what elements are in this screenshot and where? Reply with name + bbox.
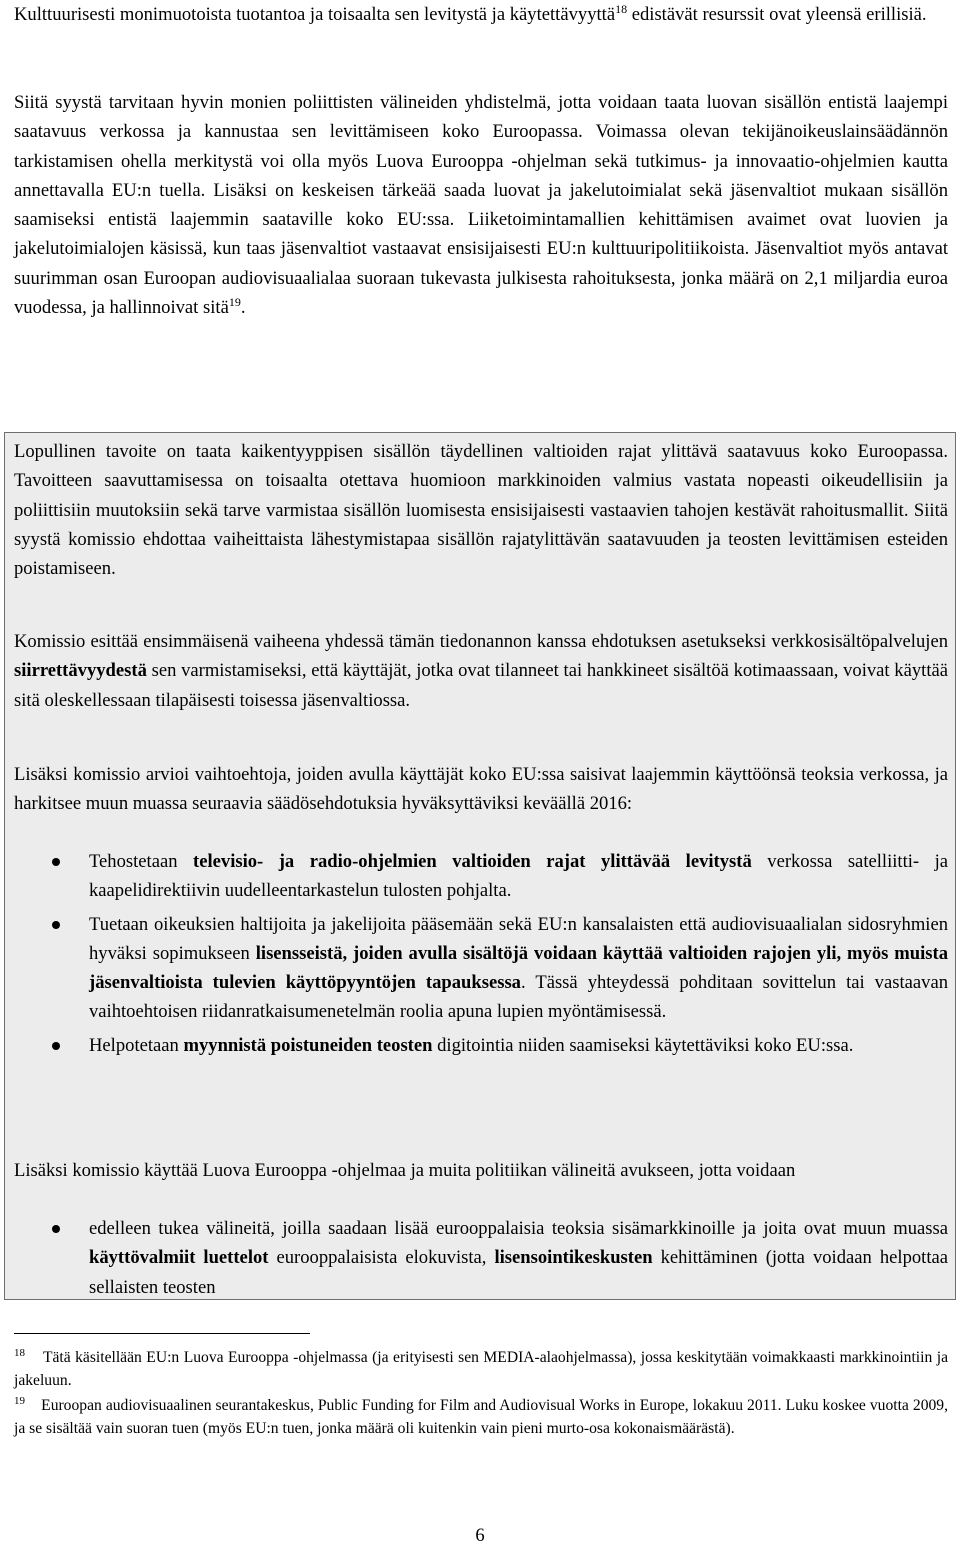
list-item: Tuetaan oikeuksien haltijoita ja jakelijoita pääsemään sekä EU:n kansalaisten että audiovisuaalialan sidosryhmien hyväksi sopimukseen lisensseistä, joiden avulla sisältöjä voidaan käyttää valtioiden rajojen yli, myös muista jäsenvaltioista tulevien käyttöpyyntöjen tapauksessa. Tässä yhteydessä pohditaan sovittelun tai vastaavan vaihtoehtoisen riidanratkaisumenetelmän roolia apuna lupien myöntämisessä. [14, 910, 948, 1027]
intro-paragraph: Kulttuurisesti monimuotoista tuotantoa ja toisaalta sen levitystä ja käytettävyyttä$^{18}$ edistävät resurssit ovat yleensä erillisiä. [14, 2, 927, 25]
bullet-list-support [14, 1214, 948, 1306]
bullet-icon [52, 1225, 60, 1233]
bullet-icon [52, 858, 60, 866]
footnote-18: $^{18}$ Tätä käsitellään EU:n Luova Eurooppa -ohjelmassa (ja erityisesti sen MEDIA-alaohjelmassa), jossa keskitytään voimakkaasti markkinointiin ja jakeluun. [14, 1347, 949, 1389]
footnote-separator [14, 1333, 310, 1334]
box-paragraph-creative-europe: Lisäksi komissio käyttää Luova Eurooppa -ohjelmaa ja muita politiikan välineitä avukseen, jotta voidaan [14, 1160, 796, 1181]
box-paragraph-first-step: Komissio esittää ensimmäisenä vaiheena yhdessä tämän tiedonannon kanssa ehdotuksen asetukseksi verkkosisältöpalvelujen siirrettävyydestä sen varmistamiseksi, että käyttäjät, jotka ovat tilanneet tai hankkineet sisältöä kotimaassaan, voivat käyttää sitä oleskellessaan tilapäisesti toisessa jäsenvaltiossa. [14, 631, 948, 711]
list-item: edelleen tukea välineitä, joilla saadaan lisää eurooppalaisia teoksia sisämarkkinoille ja joita ovat muun muassa käyttövalmiit luettelot eurooppalaisista elokuvista, lisensointikeskusten kehittäminen (jotta voidaan helpottaa sellaisten teosten [14, 1214, 948, 1302]
footnote-ref-19[interactable]: 19 [228, 295, 241, 310]
box-paragraph-goal: Lopullinen tavoite on taata kaikentyyppisen sisällön täydellinen valtioiden rajat ylittävä saatavuus koko Euroopassa. Tavoitteen saavuttamisessa on toisaalta otettava huomioon markkinoiden valmius vastata nopeasti oikeudellisiin ja poliittisiin muutoksiin sekä tarve varmistaa sisällön luomisesta ensisijaisesti vastaavien tahojen kestävät rahoitusmallit. Siitä syystä komissio ehdottaa vaiheittaista lähestymistapaa sisällön rajatylittävän saatavuuden ja teosten levittämisen esteiden poistamiseen. [14, 441, 948, 580]
box-paragraph-options: Lisäksi komissio arvioi vaihtoehtoja, joiden avulla käyttäjät koko EU:ssa saisivat laajemmin käyttöönsä teoksia verkossa, ja harkitsee muun muassa seuraavia säädösehdotuksia hyväksyttäviksi keväällä 2016: [14, 764, 948, 815]
bullet-icon [52, 921, 60, 929]
bullet-list-proposals [14, 847, 948, 1064]
page-number: 6 [475, 1525, 485, 1546]
bullet-icon [52, 1042, 60, 1050]
footnote-19: $^{19}$ Euroopan audiovisuaalinen seurantakeskus, Public Funding for Film and Audiovisual Works in Europe, lokakuu 2011. Luku koskee vuotta 2009, ja se sisältää vain suoran tuen (myös EU:n tuen, jonka määrä oli kuitenkin vain pieni murto-osa kokonaismäärästä). [14, 1395, 948, 1437]
list-item: Helpotetaan myynnistä poistuneiden teosten digitointia niiden saamiseksi käytettäviksi koko EU:ssa. [14, 1031, 948, 1060]
body-paragraph: Siitä syystä tarvitaan hyvin monien poliittisten välineiden yhdistelmä, jotta voidaan taata luovan sisällön entistä laajempi saatavuus verkossa ja kannustaa sen levittämiseen koko Euroopassa. Voimassa olevan tekijänoikeuslainsäädännön tarkistamisen ohella merkitystä voi olla myös Luova Eurooppa -ohjelman sekä tutkimus- ja innovaatio-ohjelmien kautta annettavalla EU:n tuella. Lisäksi on keskeisen tärkeää saada luovat ja jakelutoimialat sekä jäsenvaltiot mukaan sisällön saamiseksi entistä laajemmin saataville koko EU:ssa. Liiketoimintamallien kehittämisen avaimet ovat luovien ja jakelutoimialojen käsissä, kun taas jäsenvaltiot vastaavat ensisijaisesti EU:n kulttuuripolitiikoista. Jäsenvaltiot myös antavat suurimman osan Euroopan audiovisuaalialaa suoraan tukevasta julkisesta rahoituksesta, jonka määrä on 2,1 miljardia euroa vuodessa, ja hallinnoivat sitä$^{19}$. [14, 92, 948, 319]
footnote-ref-18[interactable]: 18 [615, 2, 628, 16]
list-item: Tehostetaan televisio- ja radio-ohjelmien valtioiden rajat ylittävää levitystä verkossa satelliitti- ja kaapelidirektiivin uudelleentarkastelun tulosten pohjalta. [14, 847, 948, 906]
